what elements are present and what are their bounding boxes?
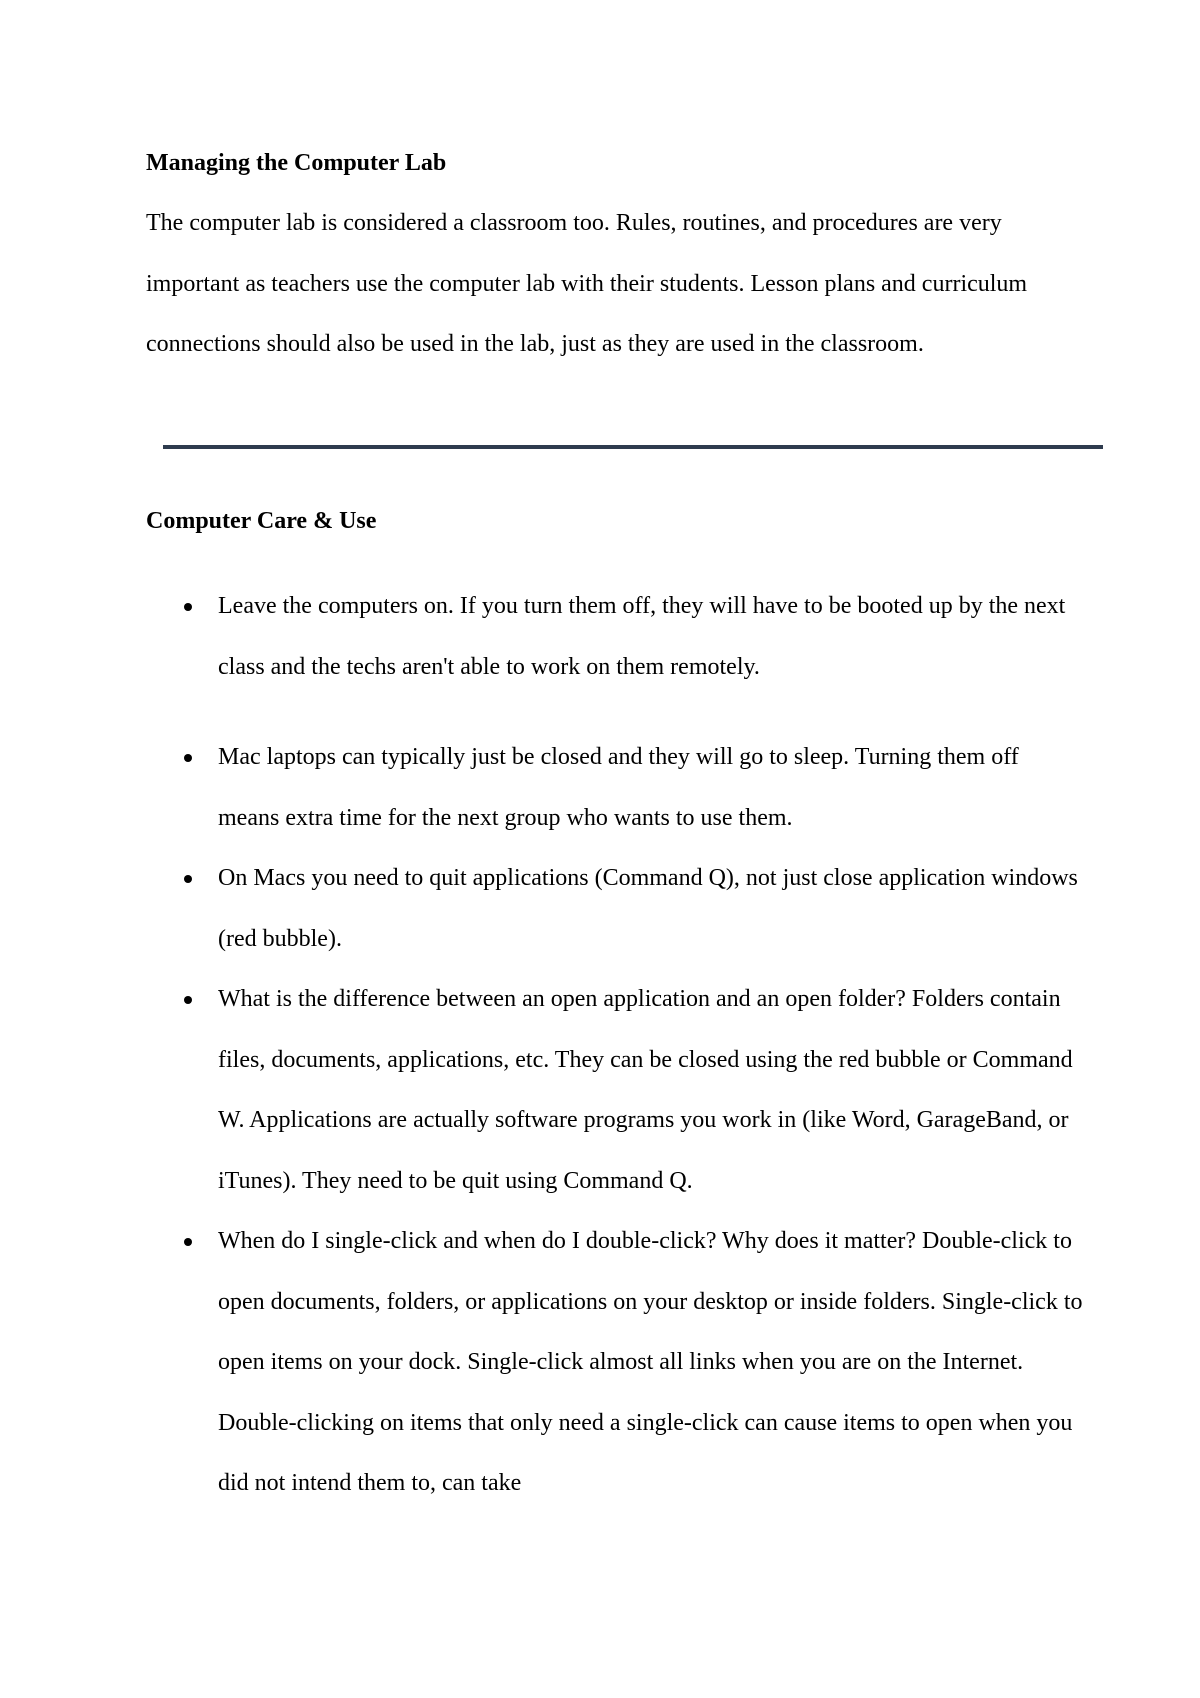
list-item-text: Leave the computers on. If you turn them off, they will have to be booted up by the next class and the techs aren't able to work on them remotely. [218, 593, 1066, 680]
list-item-text: What is the difference between an open application and an open folder? Folders contain files, documents, applications, etc. They can be closed using the red bubble or Command W. Applications are actually software programs you work in (like Word, GarageBand, or iTunes). They need to be quit using Command Q. [218, 986, 1073, 1194]
bullet-icon [184, 996, 192, 1004]
section-heading-computer-care: Computer Care & Use [146, 508, 377, 534]
bullet-icon [184, 875, 192, 883]
list-item [146, 969, 1086, 1211]
list-item [146, 848, 1086, 969]
care-bullet-list [146, 576, 1086, 1514]
list-item-text: Mac laptops can typically just be closed and they will go to sleep. Turning them off means extra time for the next group who wants to use them. [218, 744, 1019, 831]
list-item-text: On Macs you need to quit applications (Command Q), not just close application windows (red bubble). [218, 865, 1078, 952]
bullet-icon [184, 754, 192, 762]
bullet-icon [184, 1238, 192, 1246]
horizontal-divider [163, 445, 1103, 449]
section-heading-managing-lab: Managing the Computer Lab [146, 150, 447, 176]
list-item [146, 727, 1086, 848]
list-item [146, 576, 1086, 697]
list-item-text: When do I single-click and when do I double-click? Why does it matter? Double-click to open documents, folders, or applications on your desktop or inside folders. Single-click to open items on your dock. Single-click almost all links when you are on the Internet. Double-clicking on items that only need a single-click can cause items to open when you did not intend them to, can take [218, 1228, 1083, 1496]
bullet-icon [184, 603, 192, 611]
list-item [146, 1211, 1086, 1514]
intro-paragraph: The computer lab is considered a classroom too. Rules, routines, and procedures are very important as teachers use the computer lab with their students. Lesson plans and curriculum connections should also be used in the lab, just as they are used in the classroom. [146, 210, 1028, 357]
